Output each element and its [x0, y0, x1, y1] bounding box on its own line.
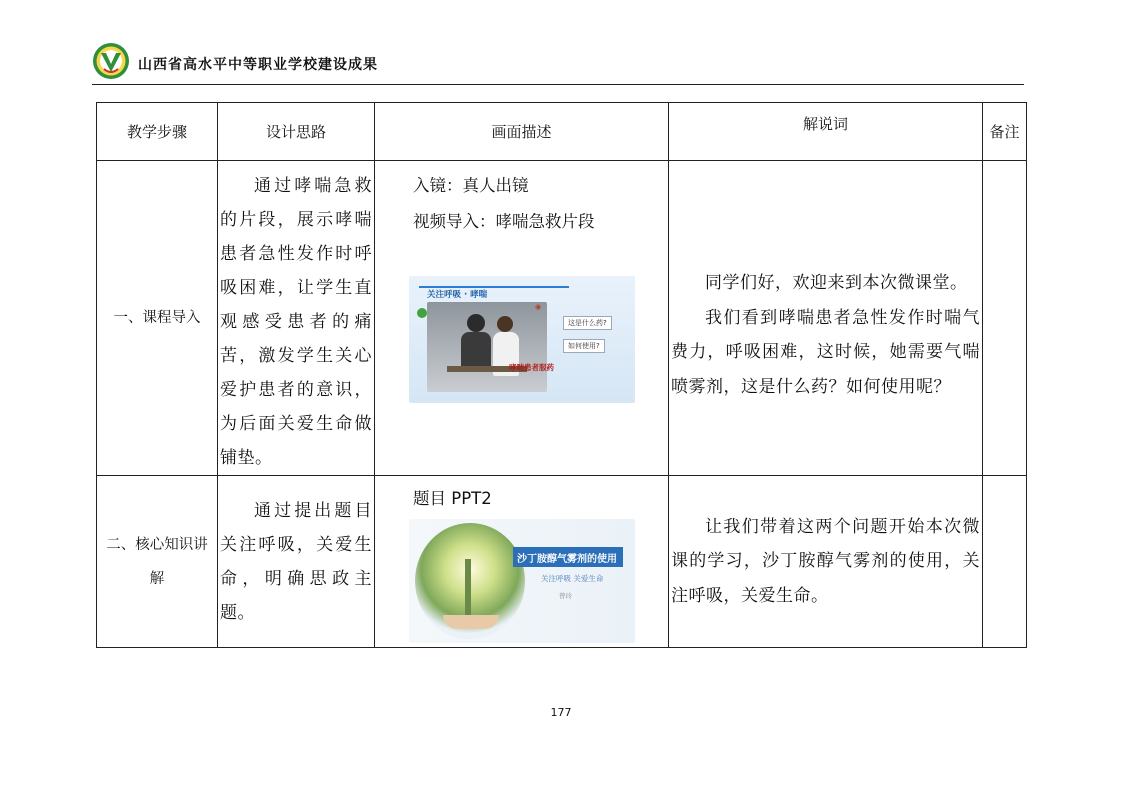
step-line: 解	[149, 570, 165, 587]
page-header	[92, 42, 1024, 84]
narration-cell	[669, 476, 983, 648]
desc-line: 入镜：真人出镜	[413, 176, 529, 195]
thumbnail-question-1: 这是什么药?	[563, 316, 612, 330]
header-narration: 解说词	[669, 103, 983, 161]
thumbnail-question-2: 如何使用?	[563, 339, 605, 353]
ppt-title-slide	[409, 519, 635, 643]
idea-cell	[218, 476, 375, 648]
header-title: 山西省高水平中等职业学校建设成果	[138, 57, 378, 73]
step-cell	[97, 476, 218, 648]
thumbnail-badge: ◉	[535, 303, 542, 311]
table-row	[97, 161, 1027, 476]
desc-line: 视频导入：哮喘急救片段	[413, 212, 595, 231]
narration-cell	[669, 161, 983, 476]
page-number: 177	[550, 706, 572, 719]
step-line: 二、核心知识讲	[106, 536, 208, 553]
header-desc: 画面描述	[375, 103, 669, 161]
slide-subtitle: 关注呼吸 关爱生命	[541, 574, 604, 583]
narration-paragraph: 我们看到哮喘患者急性发作时喘气费力，呼吸困难，这时候，她需要气喘喷雾剂，这是什么药？如何使用呢？	[671, 307, 980, 397]
header-divider	[92, 84, 1024, 85]
note-cell	[983, 161, 1027, 476]
step-cell: 一、课程导入	[97, 161, 218, 476]
idea-text: 通过提出题目关注呼吸，关爱生命，明确思政主题。	[220, 500, 372, 623]
note-cell	[983, 476, 1027, 648]
header-step: 教学步骤	[97, 103, 218, 161]
desc-line: 题目 PPT2	[413, 489, 492, 508]
video-frame	[427, 302, 547, 392]
narration-paragraph: 让我们带着这两个问题开始本次微课的学习，沙丁胺醇气雾剂的使用，关注呼吸，关爱生命。	[671, 516, 980, 606]
thumbnail-tag: 关注呼吸 · 哮喘	[427, 290, 488, 300]
table-header-row	[97, 103, 1027, 161]
table-row	[97, 476, 1027, 648]
video-thumbnail	[409, 276, 635, 403]
thumbnail-caption: 哮喘患者服药	[509, 363, 554, 372]
desc-cell	[375, 161, 669, 476]
desc-cell	[375, 476, 669, 648]
slide-title: 沙丁胺醇气雾剂的使用	[517, 554, 617, 565]
idea-text: 通过哮喘急救的片段，展示哮喘患者急性发作时呼吸困难，让学生直观感受患者的痛苦，激发学生关心爱护患者的意识，为后面关爱生命做铺垫。	[220, 176, 372, 468]
header-note: 备注	[983, 103, 1027, 161]
school-logo-icon	[92, 42, 130, 80]
slide-speaker: 曾玲	[559, 592, 572, 600]
header-idea: 设计思路	[218, 103, 375, 161]
idea-cell	[218, 161, 375, 476]
narration-paragraph: 同学们好，欢迎来到本次微课堂。	[705, 273, 968, 293]
lesson-plan-table	[96, 102, 1027, 648]
